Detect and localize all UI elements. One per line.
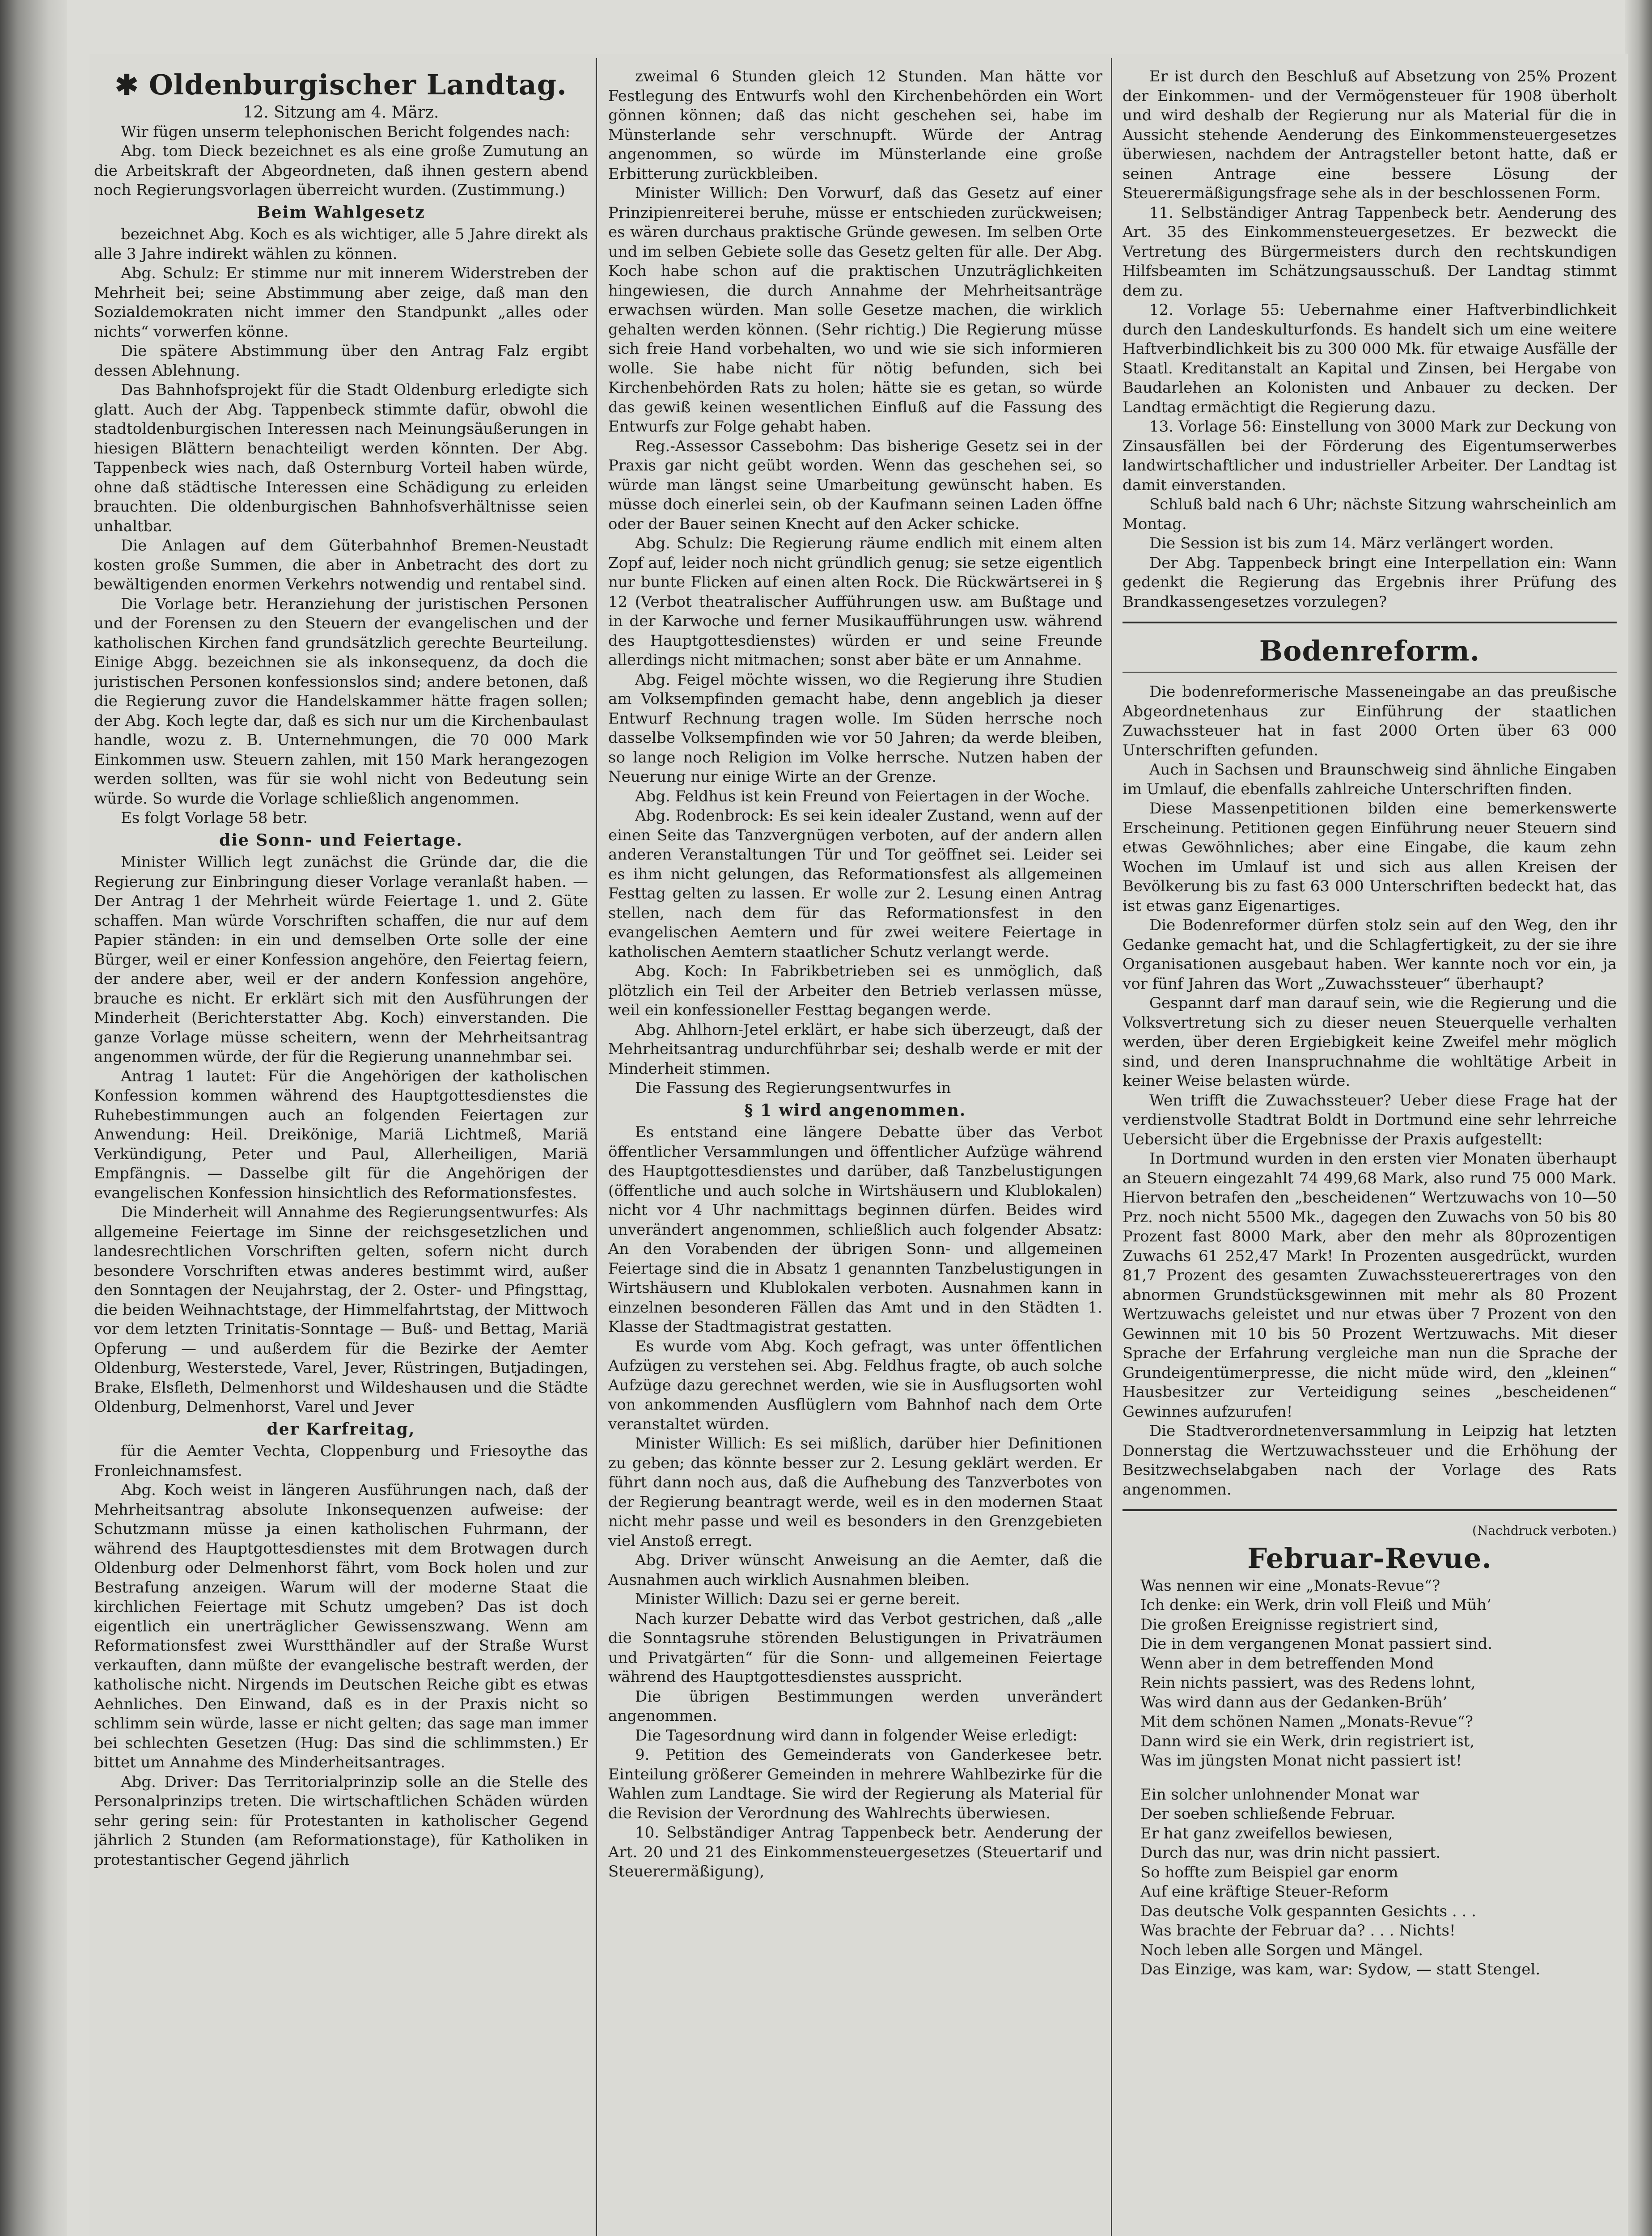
- paragraph: Das Einzige, was kam, war: Sydow, — statt Stengel.: [1140, 1961, 1541, 1978]
- paragraph: Wir fügen unserm telephonischen Bericht folgendes nach:: [121, 123, 570, 141]
- paragraph: Abg. Schulz: Er stimme nur mit innerem Widerstreben der Mehrheit bei; seine Abstimmung aber zeige, daß man den Sozialdemokraten nicht immer den Standpunkt „alles oder nichts“ vorwerfen könne.: [94, 264, 588, 341]
- paragraph: 10. Selbständiger Antrag Tappenbeck betr. Aenderung der Art. 20 und 21 des Einkommensteuergesetzes (Steuertarif und Steuerermäßigung),: [608, 1824, 1102, 1880]
- column-3: [1123, 67, 1617, 2236]
- paragraph: Antrag 1 lautet: Für die Angehörigen der katholischen Konfession kommen während des Hauptgottesdienstes die Ruhebestimmungen auch an folgenden Feiertagen zur Anwendung: Heil. Dreikönige, Mariä Lichtmeß, Mariä Verkündigung, Peter und Paul, Allerheiligen, Mariä Empfängnis. — Dasselbe gilt für die Angehörigen der evangelischen Konfession hinsichtlich des Reformationsfestes.: [94, 1067, 588, 1202]
- paragraph: 9. Petition des Gemeinderats von Ganderkesee betr. Einteilung größerer Gemeinden in mehrere Wahlbezirke für die Wahlen zum Landtage. Sie wird der Regierung als Material für die Revision der Verordnung des Wahlrechts überwiesen.: [608, 1746, 1102, 1822]
- paragraph: Abg. tom Dieck bezeichnet es als eine große Zumutung an die Arbeitskraft der Abgeordneten, daß ihnen gestern abend noch Regierungsvorlagen überreicht wurden. (Zustimmung.): [94, 142, 588, 199]
- paragraph: Es folgt Vorlage 58 betr.: [121, 809, 308, 827]
- book-gutter: [0, 0, 67, 2236]
- paragraph: Minister Willich: Den Vorwurf, daß das Gesetz auf einer Prinzipienreiterei beruhe, müsse er entschieden zurückweisen; es wären durchaus praktische Gründe gewesen. Im selben Orte und im selben Gebiete solle das Gesetz gelten für alle. Der Abg. Koch habe schon auf die praktischen Unzuträglichkeiten hingewiesen, die durch Annahme der Mehrheitsanträge erwachsen würden. Man solle Gesetze machen, die wirklich gehalten werden können. (Sehr richtig.) Die Regierung müsse sich freie Hand vorbehalten, wo und wie sie sich informieren wolle. Sie habe nicht für nötig befunden, sich bei Kirchenbehörden Rats zu holen; hätte sie es getan, so würde das gewiß keinen wesentlichen Einfluß auf die Fassung des Entwurfs zur Folge gehabt haben.: [608, 184, 1102, 436]
- paragraph: Das Bahnhofsprojekt für die Stadt Oldenburg erledigte sich glatt. Auch der Abg. Tappenbeck stimmte dafür, obwohl die stadtoldenburgischen Interessen nach Meinungsäußerungen in hiesigen Blättern benachteiligt werden könnten. Der Abg. Tappenbeck wies nach, daß Osternburg Vorteil haben würde, ohne daß städtische Interessen eine Schädigung zu erleiden brauchten. Die oldenburgischen Bahnhofsverhältnisse seien unhaltbar.: [94, 381, 588, 535]
- paragraph: Ein solcher unlohnender Monat war: [1140, 1785, 1419, 1804]
- paragraph: Das deutsche Volk gespannten Gesichts . . .: [1140, 1902, 1476, 1920]
- paragraph: Er ist durch den Beschluß auf Absetzung von 25% Prozent der Einkommen- und der Vermögensteuer für 1908 überholt und wird deshalb der Regierung nur als Material für die in Aussicht stehende Aenderung des Einkommensteuergesetzes überwiesen, nachdem der Antragsteller betont hatte, daß er seinen Antrage eine bessere Lösung der Steuerermäßigungsfrage sehe als in der beschlossenen Form.: [1123, 68, 1617, 202]
- paragraph: Die Minderheit will Annahme des Regierungsentwurfes: Als allgemeine Feiertage im Sinne der reichsgesetzlichen und landesrechtlichen Vorschriften gelten, sofern nicht durch besondere Vorschriften etwas anderes bestimmt wird, außer den Sonntagen der Neujahrstag, der 2. Oster- und Pfingsttag, die beiden Weihnachtstage, der Himmelfahrtstag, der Mittwoch vor dem letzten Trinitatis-Sonntage — Buß- und Bettag, Mariä Opferung — und außerdem für die Bezirke der Aemter Oldenburg, Westerstede, Varel, Jever, Rüstringen, Butjadingen, Brake, Elsfleth, Delmenhorst und Wildeshausen und die Städte Oldenburg, Delmenhorst, Varel und Jever: [94, 1203, 588, 1416]
- paragraph: Die Bodenreformer dürfen stolz sein auf den Weg, den ihr Gedanke gemacht hat, und die Schlagfertigkeit, zu der sie ihre Organisationen ausgebaut haben. Wer kannte noch vor ein, ja vor fünf Jahren das Wort „Zuwachssteuer“ überhaupt?: [1123, 916, 1617, 993]
- paragraph: bezeichnet Abg. Koch es als wichtiger, alle 5 Jahre direkt als alle 3 Jahre indirekt wählen zu können.: [94, 225, 588, 263]
- paragraph: Mit dem schönen Namen „Monats-Revue“?: [1140, 1713, 1473, 1731]
- paragraph: Er hat ganz zweifellos bewiesen,: [1140, 1824, 1393, 1842]
- intro-paragraphs: [94, 123, 588, 200]
- paragraph: Die großen Ereignisse registriert sind,: [1140, 1615, 1439, 1634]
- article-title: ✱ Oldenburgischer Landtag.: [115, 68, 567, 101]
- poem-stanza-1: [1140, 1576, 1617, 1771]
- paragraph: Es entstand eine längere Debatte über das Verbot öffentlicher Versammlungen und öffentlicher Aufzüge während des Hauptgottesdienstes und darüber, daß Tanzbelustigungen (öffentliche und auch solche in Wirtshäusern und Klublokalen) nicht vor 4 Uhr nachmittags beginnen dürfen. Beides wird unverändert angenommen, schließlich auch folgender Absatz: An den Vorabenden der übrigen Sonn- und allgemeinen Feiertage sind die in Absatz 1 genannten Tanzbelustigungen in Wirtshäusern und Klublokalen verboten. Ausnahmen kann in einzelnen besonderen Fällen das Amt und in den Städten 1. Klasse der Stadtmagistrat gestatten.: [608, 1123, 1102, 1336]
- paragraph: Gespannt darf man darauf sein, wie die Regierung und die Volksvertretung sich zu dieser neuen Steuerquelle verhalten werden, über deren Ergiebigkeit keine Zweifel mehr möglich sind, und deren Inanspruchnahme die wohltätige Arbeit in keiner Weise belasten würde.: [1123, 994, 1617, 1090]
- paragraph: Minister Willich: Dazu sei er gerne bereit.: [635, 1590, 960, 1608]
- newspaper-page: [89, 54, 1628, 2236]
- section-heading-karfreitag: der Karfreitag,: [267, 1419, 415, 1439]
- paragraph: Wen trifft die Zuwachssteuer? Ueber diese Frage hat der verdienstvolle Stadtrat Boldt in Dortmund eine sehr lehrreiche Uebersicht über die Ergebnisse der Praxis aufgestellt:: [1123, 1091, 1617, 1148]
- paragraph: Der soeben schließende Februar.: [1140, 1805, 1396, 1823]
- paragraph: 12. Vorlage 55: Uebernahme einer Haftverbindlichkeit durch den Landeskulturfonds. Es handelt sich um eine weitere Haftverbindlichkeit bis zu 300 000 Mk. für etwaige Ausfälle der Staatl. Kreditanstalt an Kapital und Zinsen, bei Hergabe von Baudarlehen an Kolonisten und Anbauer zu decken. Der Landtag ermächtigt die Regierung dazu.: [1123, 301, 1617, 416]
- column-1: [94, 67, 588, 2236]
- paragraph: Die Vorlage betr. Heranziehung der juristischen Personen und der Forensen zu den Steuern der evangelischen und der katholischen Kirchen fand grundsätzlich gerechte Beurteilung. Einige Abgg. bezeichnen sie als inkonsequenz, da doch die juristischen Personen konfessionslos sind; andere betonen, daß die Regierung zuvor die Handelskammer hätte fragen sollen; der Abg. Koch legte dar, daß es sich nur um die Kirchenbaulast handle, wozu z. B. Unternehmungen, die 70 000 Mark Einkommen usw. Steuern zahlen, mit 150 Mark herangezogen werden sollten, was für sie wohl nicht von Bedeutung sein würde. So wurde die Vorlage schließlich angenommen.: [94, 595, 588, 808]
- paragraph: Auf eine kräftige Steuer-Reform: [1140, 1883, 1389, 1901]
- karfreitag-paragraphs: [94, 1442, 588, 1870]
- section-divider: [1123, 1509, 1617, 1511]
- paragraph: Es wurde vom Abg. Koch gefragt, was unter öffentlichen Aufzügen zu verstehen sei. Abg. Feldhus fragte, ob auch solche Aufzüge dazu gerechnet werden, wie sie in Ausflugsorten wohl von ankommenden Ausflüglern vom Bahnhof nach dem Orte veranstaltet würden.: [608, 1337, 1102, 1433]
- session-subtitle: 12. Sitzung am 4. März.: [243, 103, 439, 122]
- paragraph: Der Abg. Tappenbeck bringt eine Interpellation ein: Wann gedenkt die Regierung das Ergebnis ihrer Prüfung des Brandkassengesetzes vorzulegen?: [1123, 554, 1617, 611]
- paragraph: Durch das nur, was drin nicht passiert.: [1140, 1844, 1441, 1862]
- paragraph: Abg. Koch: In Fabrikbetrieben sei es unmöglich, daß plötzlich ein Teil der Arbeiter den Betrieb verlassen müsse, weil ein konfessioneller Festtag begangen werde.: [608, 962, 1102, 1019]
- bodenreform-paragraphs: [1123, 682, 1617, 1499]
- paragraph: Schluß bald nach 6 Uhr; nächste Sitzung wahrscheinlich am Montag.: [1123, 495, 1617, 533]
- revue-title: Februar-Revue.: [1247, 1541, 1492, 1575]
- paragraph: Abg. Feldhus ist kein Freund von Feiertagen in der Woche.: [635, 787, 1090, 805]
- paragraph: Die bodenreformerische Masseneingabe an das preußische Abgeordnetenhaus zur Einführung der staatlichen Zuwachssteuer hat in fast 2000 Orten über 63 000 Unterschriften gefunden.: [1123, 683, 1617, 759]
- paragraph: Auch in Sachsen und Braunschweig sind ähnliche Eingaben im Umlauf, die ebenfalls zahlreiche Unterschriften finden.: [1123, 761, 1617, 798]
- paragraph: Die Session ist bis zum 14. März verlängert worden.: [1149, 534, 1554, 552]
- column-2-paragraphs: [608, 67, 1102, 1098]
- reprint-note: (Nachdruck verboten.): [1472, 1523, 1617, 1538]
- paragraph: Die spätere Abstimmung über den Antrag Falz ergibt dessen Ablehnung.: [94, 342, 588, 380]
- paragraph: 11. Selbständiger Antrag Tappenbeck betr. Aenderung des Art. 35 des Einkommensteuergesetzes. Er bezweckt die Vertretung des Bürgermeisters durch den rechtskundigen Hilfsbeamten im Schätzungsausschuß. Der Landtag stimmt dem zu.: [1123, 203, 1617, 300]
- paragraph: Abg. Feigel möchte wissen, wo die Regierung ihre Studien am Volksempfinden gemacht habe, denn angeblich ja dieser Entwurf Rechnung tragen wolle. Im Süden herrsche noch dasselbe Volksempfinden wie vor 50 Jahren; da werde bleiben, so lange noch Religion im Volke herrsche. Nutzen haben der Neuerung nur einige Wirte an der Grenze.: [608, 670, 1102, 786]
- paragraph: zweimal 6 Stunden gleich 12 Stunden. Man hätte vor Festlegung des Entwurfs wohl den Kirchenbehörden ein Wort gönnen können; daß das nicht geschehen sei, habe im Münsterlande sehr verschnupft. Würde der Antrag angenommen, so würde im Münsterlande eine große Erbitterung zurückbleiben.: [608, 68, 1102, 183]
- paragraph: Abg. Driver: Das Territorialprinzip solle an die Stelle des Personalprinzips treten. Die wirtschaftlichen Schäden würden sehr gering sein: für Protestanten in katholischer Gegend jährlich 2 Stunden (am Reformationstage), für Katholiken in protestantischer Gegend jährlich: [94, 1773, 588, 1869]
- paragraph: Die Fassung des Regierungsentwurfes in: [635, 1079, 951, 1097]
- paragraph: Was nennen wir eine „Monats-Revue“?: [1140, 1576, 1440, 1595]
- paragraph: Abg. Schulz: Die Regierung räume endlich mit einem alten Zopf auf, leider noch nicht gründlich genug; sie setze eigentlich nur bunte Flicken auf einen alten Rock. Die Rückwärtserei in § 12 (Verbot theatralischer Aufführungen usw. am Bußtage und in der Karwoche und ferner Musikaufführungen usw. während des Hauptgottesdienstes) würden er und seine Freunde allerdings nicht mitmachen; sonst aber bäte er um Annahme.: [608, 534, 1102, 669]
- section-heading-wahlgesetz: Beim Wahlgesetz: [257, 203, 425, 222]
- paragraph: Abg. Driver wünscht Anweisung an die Aemter, daß die Ausnahmen auch wirklich Ausnahmen bleiben.: [608, 1551, 1102, 1589]
- paragraph: Die Anlagen auf dem Güterbahnhof Bremen-Neustadt kosten große Summen, die aber in Anbetracht des dort zu bewältigenden enormen Verkehrs notwendig und rentabel sind.: [94, 537, 588, 593]
- page-edge: [1625, 0, 1652, 2236]
- paragraph: Was im jüngsten Monat nicht passiert ist!: [1140, 1752, 1462, 1770]
- paragraph: Die übrigen Bestimmungen werden unverändert angenommen.: [608, 1687, 1102, 1725]
- paragraph: Rein nichts passiert, was des Redens lohnt,: [1140, 1674, 1476, 1692]
- paragraph: Die Tagesordnung wird dann in folgender Weise erledigt:: [635, 1726, 1078, 1745]
- paragraph: Abg. Koch weist in längeren Ausführungen nach, daß der Mehrheitsantrag absolute Inkonsequenzen aufweise: der Schutzmann müsse ja einen katholischen Fuhrmann, der während des Hauptgottesdienstes mit dem Brotwagen durch Oldenburg oder Delmenhorst fährt, vom Bock holen und zur Bestrafung anzeigen. Warum will der moderne Staat die kirchlichen Feiertage mit Schutz umgeben? Das ist doch eigentlich ein unerträglicher Gewissenszwang. Wenn am Reformationsfest zwei Wurstthändler auf der Straße Wurst verkauften, dann müßte der evangelische bestraft werden, der katholische nicht. Nirgends im Deutschen Reiche gibt es etwas Aehnliches. Den Einwand, daß es in der Praxis nicht so schlimm sein würde, lasse er nicht gelten; das sage man immer bei schlechten Gesetzen (Hug: Das sind die schlimmsten.) Er bittet um Annahme des Minderheitsantrages.: [94, 1481, 588, 1771]
- section-divider: [1123, 622, 1617, 623]
- paragraph: Was wird dann aus der Gedanken-Brüh’: [1140, 1693, 1448, 1711]
- paragraph: Noch leben alle Sorgen und Mängel.: [1140, 1941, 1423, 1959]
- bodenreform-title: Bodenreform.: [1259, 635, 1480, 667]
- poem-stanza-2: [1140, 1785, 1617, 1980]
- section-heading-sonn-feiertage: die Sonn- und Feiertage.: [219, 830, 463, 850]
- column-2: [608, 67, 1102, 2236]
- paragraph: Reg.-Assessor Cassebohm: Das bisherige Gesetz sei in der Praxis gar nicht geübt worden. Wenn das geschehen sei, so würde man längst seine Umarbeitung gewünscht haben. Es müsse doch einerlei sein, ob der Kaufmann seinen Laden öffne oder der Bauer seinen Knecht auf den Acker schicke.: [608, 437, 1102, 533]
- paragraph: Was brachte der Februar da? . . . Nichts!: [1140, 1922, 1456, 1940]
- paragraph: Abg. Rodenbrock: Es sei kein idealer Zustand, wenn auf der einen Seite das Tanzvergnügen verboten, auf der andern allen anderen Veranstaltungen Tür und Tor geöffnet sei. Leider sei es ihm nicht gelungen, das Reformationsfest als allgemeinen Festtag gelten zu lassen. Er wolle zur 2. Lesung einen Antrag stellen, nach dem für das Reformationsfest in den evangelischen Aemtern und für zwei weitere Feiertage in katholischen Aemtern staatlicher Schutz verlangt werde.: [608, 807, 1102, 961]
- column-rule: [1111, 58, 1112, 2236]
- column-2-paragraphs-2: [608, 1123, 1102, 1882]
- paragraph: Abg. Ahlhorn-Jetel erklärt, er habe sich überzeugt, daß der Mehrheitsantrag undurchführbar sei; deshalb werde er mit der Minderheit stimmen.: [608, 1021, 1102, 1078]
- paragraph: Ich denke: ein Werk, drin voll Fleiß und Müh’: [1140, 1596, 1492, 1614]
- paragraph: Diese Massenpetitionen bilden eine bemerkenswerte Erscheinung. Petitionen gegen Einführung neuer Steuern sind etwas Gewöhnliches; aber eine Eingabe, die kaum zehn Wochen im Umlauf ist und sich aus allen Kreisen der Bevölkerung bis zu fast 63 000 Unterschriften bedeckt hat, das ist etwas ganz Eigenartiges.: [1123, 800, 1617, 915]
- paragraph: für die Aemter Vechta, Cloppenburg und Friesoythe das Fronleichnamsfest.: [94, 1442, 588, 1480]
- sonn-paragraphs: [94, 853, 588, 1417]
- column-rule: [596, 58, 597, 2236]
- column-3-paragraphs: [1123, 67, 1617, 612]
- paragraph: Minister Willich: Es sei mißlich, darüber hier Definitionen zu geben; das könnte besser zur 2. Lesung geklärt werden. Er führt dann noch aus, daß die Aufhebung des Tanzverbotes von der Regierung beantragt werde, weil es in den modernen Staat nicht mehr passe und weil es besonders in den Grenzgebieten viel Anstoß erregt.: [608, 1435, 1102, 1550]
- paragraph: Die Stadtverordnetenversammlung in Leipzig hat letzten Donnerstag die Wertzuwachssteuer und die Erhöhung der Besitzwechselabgaben nach der Vorlage des Rats angenommen.: [1123, 1422, 1617, 1499]
- paragraph: Minister Willich legt zunächst die Gründe dar, die die Regierung zur Einbringung dieser Vorlage veranlaßt haben. — Der Antrag 1 der Mehrheit würde Feiertage 1. und 2. Güte schaffen. Man würde Vorschriften schaffen, die nur auf dem Papier ständen: in ein und demselben Orte solle der eine Bürger, weil er einer Konfession angehöre, den Feiertag feiern, der andere aber, weil er der andern Konfession angehöre, brauche es nicht. Er erklärt sich mit den Ausführungen der Minderheit (Berichterstatter Abg. Koch) einverstanden. Die ganze Vorlage müsse scheitern, wenn der Mehrheitsantrag angenommen würde, der für die Regierung unannehmbar sei.: [94, 853, 588, 1066]
- paragraph: Wenn aber in dem betreffenden Mond: [1140, 1654, 1434, 1673]
- title-underline: [1123, 672, 1617, 673]
- paragraph: So hoffte zum Beispiel gar enorm: [1140, 1863, 1398, 1881]
- paragraph: Die in dem vergangenen Monat passiert sind.: [1140, 1635, 1493, 1653]
- paragraph: Dann wird sie ein Werk, drin registriert ist,: [1140, 1732, 1475, 1750]
- paragraph: 13. Vorlage 56: Einstellung von 3000 Mark zur Deckung von Zinsausfällen bei der Förderung des Eigentumserwerbes landwirtschaftlicher und industrieller Arbeiter. Der Landtag ist damit einverstanden.: [1123, 418, 1617, 494]
- section-heading-par1: § 1 wird angenommen.: [744, 1101, 966, 1120]
- paragraph: In Dortmund wurden in den ersten vier Monaten überhaupt an Steuern eingezahlt 74 499,68 Mark, also rund 75 000 Mark. Hiervon betrafen den „bescheidenen“ Wertzuwachs von 10—50 Prz. noch nicht 5500 Mk., dagegen den Zuwachs von 50 bis 80 Prozent fast 8000 Mark, aber den mehr als 80prozentigen Zuwachs 61 252,47 Mark! In Prozenten ausgedrückt, wurden 81,7 Prozent des gesamten Zuwachssteuerertrages von den abnormen Grundstücksgewinnen mit mehr als 80 Prozent Wertzuwachs geleistet und nur etwas über 7 Prozent von den Gewinnen mit 10 bis 50 Prozent Wertzuwachs. Mit dieser Sprache der Erfahrung vergleiche man nun die Sprache der Grundeigentümerpresse, die nicht müde wird, den „kleinen“ Hausbesitzer zur Verteidigung seines „bescheidenen“ Gewinnes aufzurufen!: [1123, 1150, 1617, 1421]
- paragraph: Nach kurzer Debatte wird das Verbot gestrichen, daß „alle die Sonntagsruhe störenden Belustigungen in Privaträumen und Privatgärten“ für die Sonn- und allgemeinen Feiertage während des Hauptgottesdienstes ausspricht.: [608, 1609, 1102, 1686]
- wahlgesetz-paragraphs: [94, 225, 588, 828]
